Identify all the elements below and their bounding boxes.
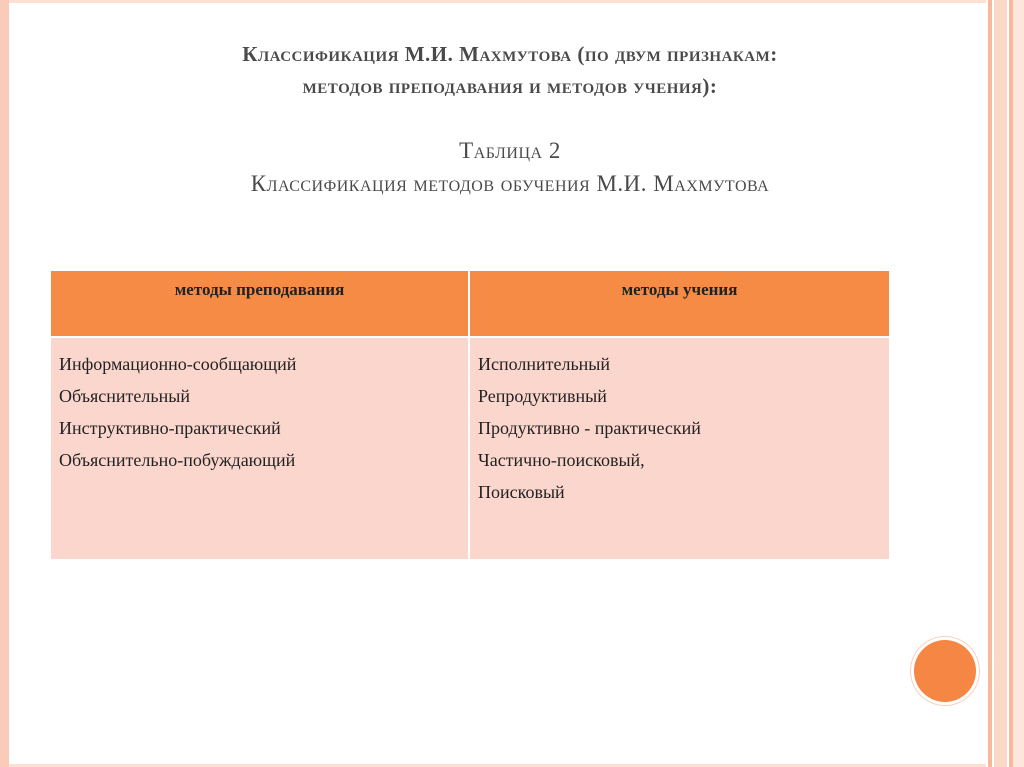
list-item: Исполнительный bbox=[478, 354, 611, 374]
header-teaching-methods: методы преподавания bbox=[50, 270, 469, 337]
slide-title bbox=[40, 38, 980, 102]
decorative-orange-circle bbox=[914, 640, 976, 702]
slide-frame-left-bar bbox=[0, 0, 9, 767]
table-caption-number: Таблица 2 bbox=[459, 138, 561, 163]
list-item: Поисковый bbox=[478, 482, 565, 502]
slide-frame-right-stripes bbox=[986, 0, 1024, 767]
slide-title-line-2: методов преподавания и методов учения): bbox=[302, 74, 718, 98]
learning-methods-cell bbox=[469, 337, 890, 560]
list-item: Инструктивно-практический bbox=[59, 418, 281, 438]
list-item: Информационно-сообщающий bbox=[59, 354, 297, 374]
slide-title-line-1: Классификация М.И. Махмутова (по двум признакам: bbox=[242, 42, 778, 66]
header-learning-methods: методы учения bbox=[469, 270, 890, 337]
list-item: Продуктивно - практический bbox=[478, 418, 701, 438]
table-header-row bbox=[50, 270, 890, 337]
list-item: Частично-поисковый, bbox=[478, 450, 645, 470]
table-caption bbox=[40, 134, 980, 200]
list-item: Репродуктивный bbox=[478, 386, 607, 406]
list-item: Объяснительно-побуждающий bbox=[59, 450, 296, 470]
table-caption-title: Классификация методов обучения М.И. Махмутова bbox=[250, 171, 770, 196]
teaching-methods-cell bbox=[50, 337, 469, 560]
slide-frame-top-line bbox=[9, 0, 986, 3]
methods-table bbox=[49, 269, 891, 561]
list-item: Объяснительный bbox=[59, 386, 190, 406]
table-row bbox=[50, 337, 890, 560]
